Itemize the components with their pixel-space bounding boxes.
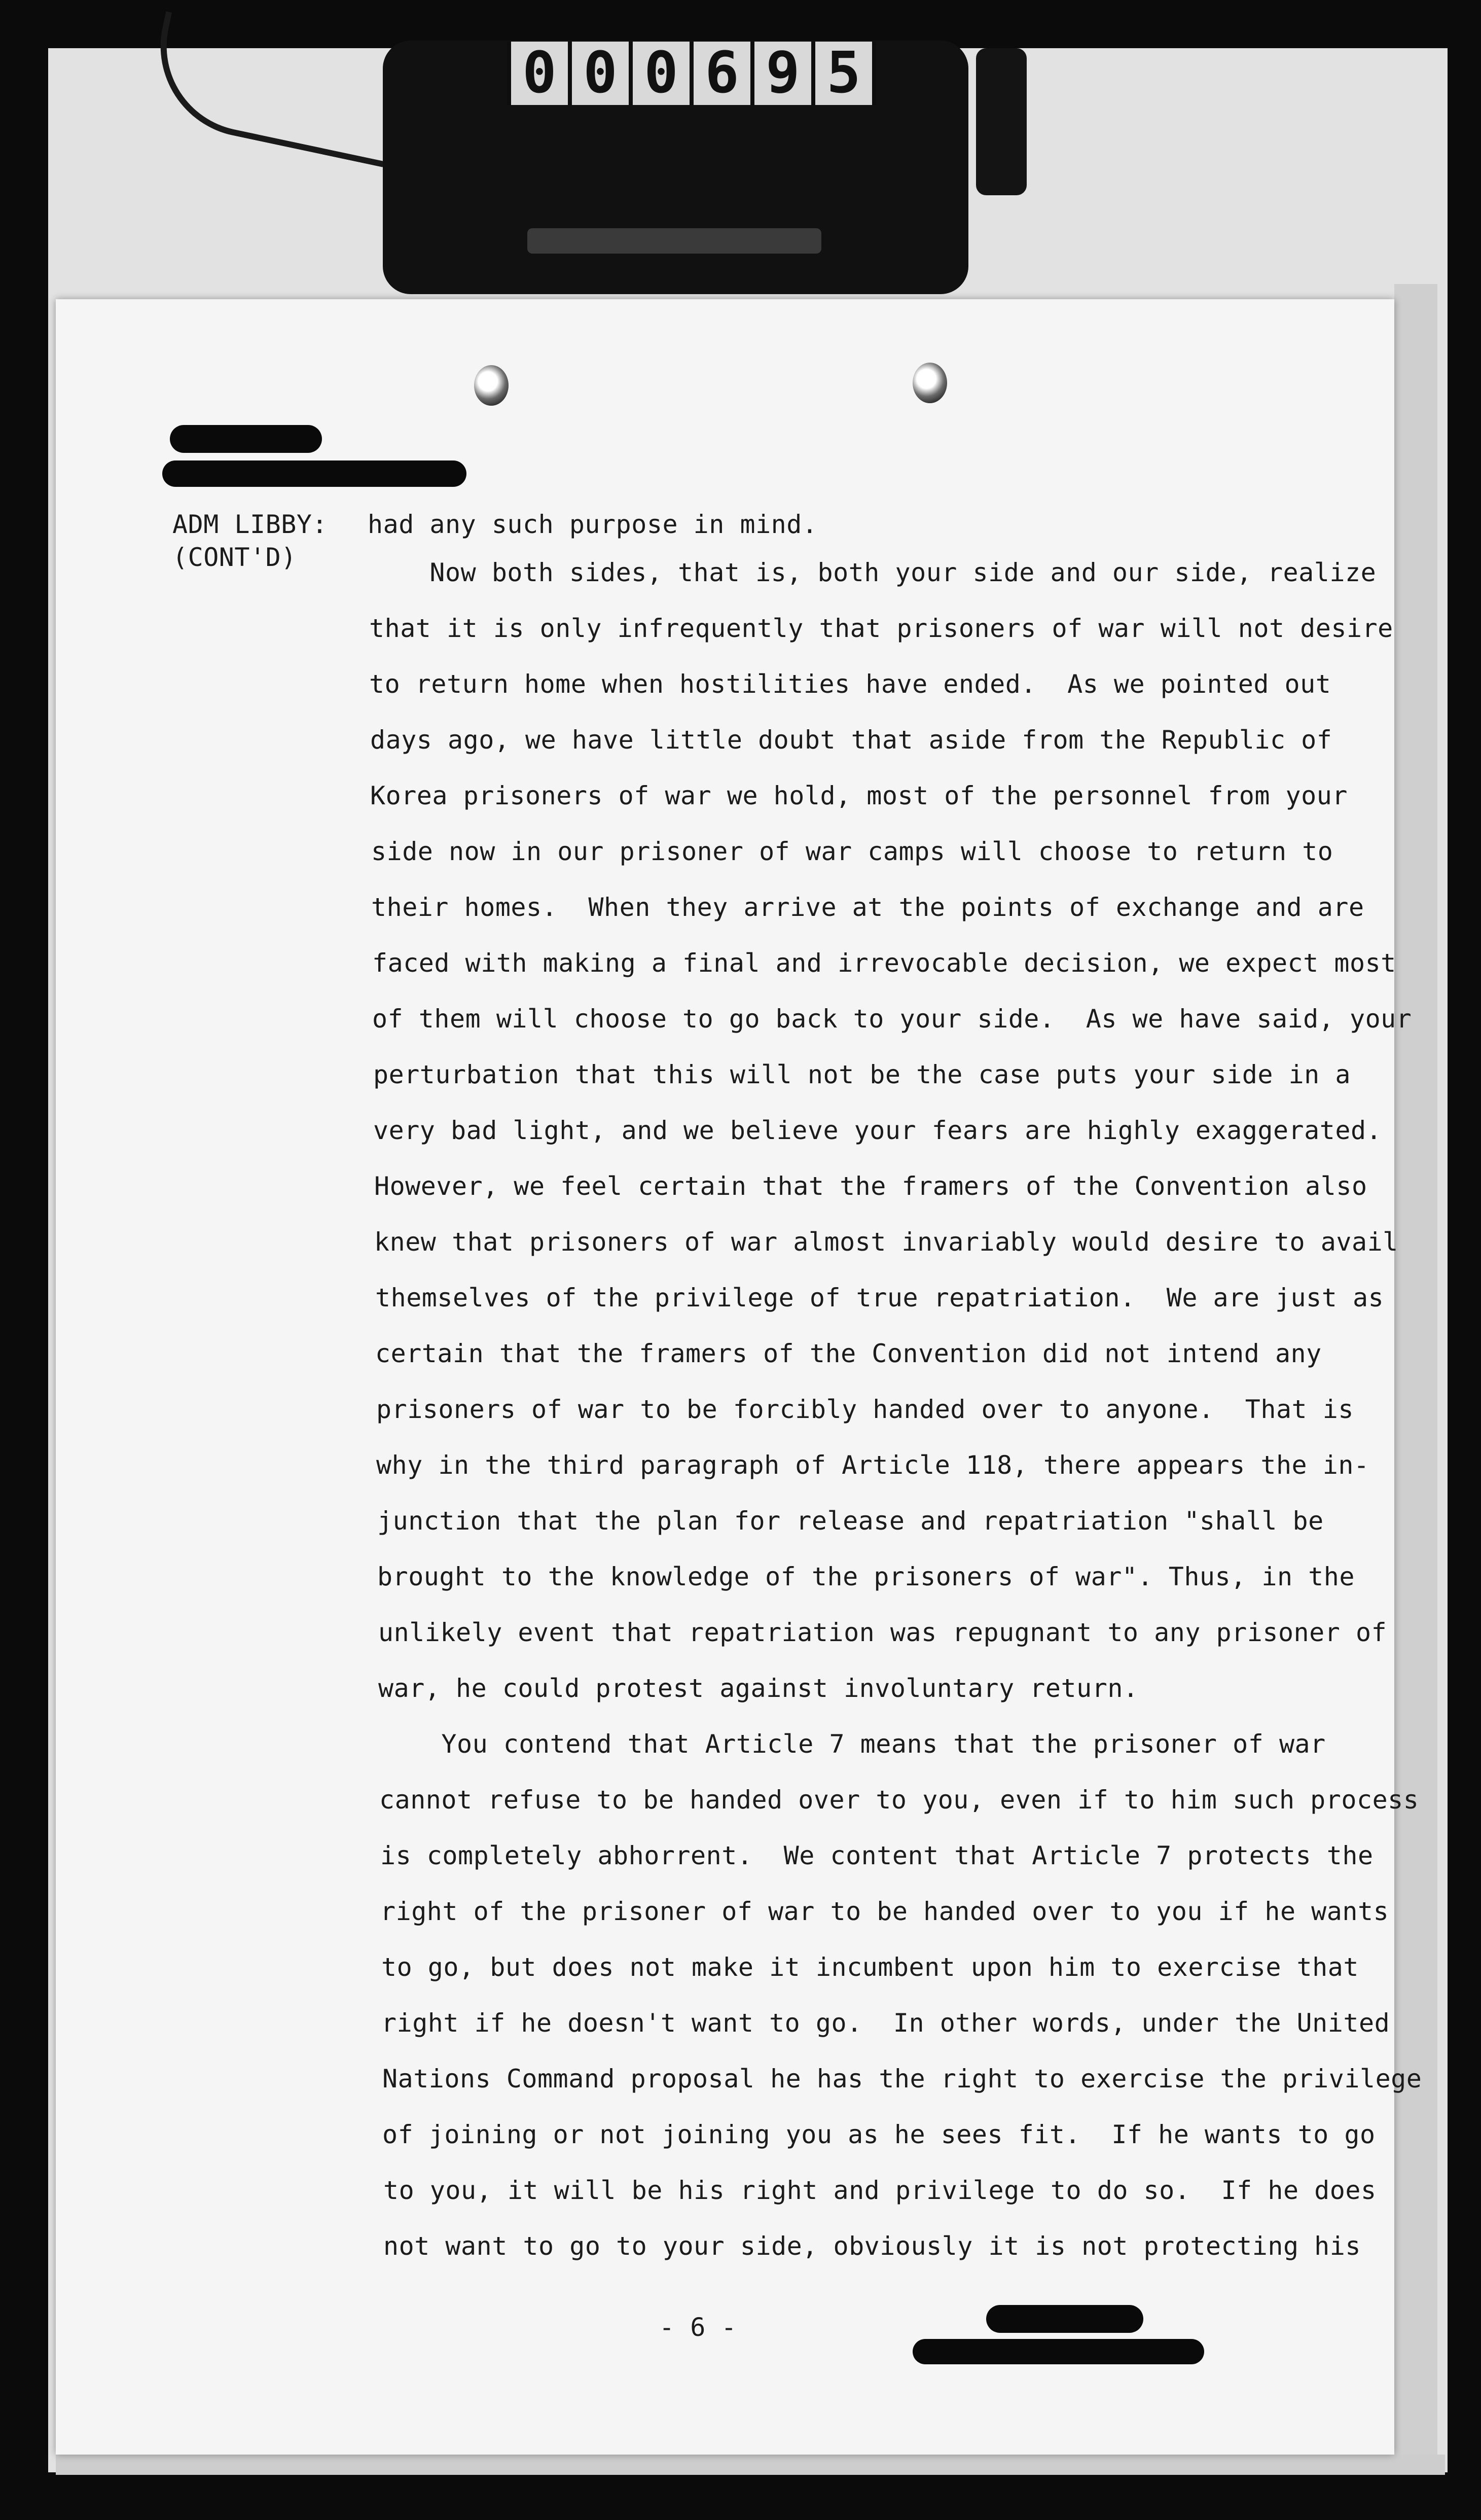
body-line: prisoners of war to be forcibly handed over to anyone. That is xyxy=(376,1395,1354,1424)
body-line: cannot refuse to be handed over to you, even if to him such process xyxy=(379,1785,1419,1815)
body-line: their homes. When they arrive at the points of exchange and are xyxy=(371,893,1364,922)
body-line: war, he could protest against involuntary return. xyxy=(378,1674,1139,1703)
redaction-mark-top-short xyxy=(170,425,322,453)
body-line: to return home when hostilities have ended. As we pointed out xyxy=(369,669,1331,699)
body-line: However, we feel certain that the framers of the Convention also xyxy=(374,1172,1367,1201)
body-line: Korea prisoners of war we hold, most of the personnel from your xyxy=(370,781,1348,810)
body-line: of joining or not joining you as he sees fit. If he wants to go xyxy=(382,2120,1376,2149)
body-line: had any such purpose in mind. xyxy=(368,510,818,539)
punch-hole-right xyxy=(913,363,947,403)
body-line: junction that the plan for release and repatriation "shall be xyxy=(377,1506,1324,1536)
body-line: very bad light, and we believe your fears are highly exaggerated. xyxy=(373,1116,1382,1145)
frame-counter-digits xyxy=(507,42,876,105)
counter-digit: 6 xyxy=(694,42,750,105)
body-line: that it is only infrequently that prisoners of war will not desire xyxy=(369,614,1393,643)
counter-digit: 0 xyxy=(633,42,690,105)
counter-digit: 0 xyxy=(572,42,629,105)
body-line: faced with making a final and irrevocable decision, we expect most xyxy=(372,948,1396,978)
body-line: brought to the knowledge of the prisoners of war". Thus, in the xyxy=(377,1562,1355,1591)
speaker-continued: (CONT'D) xyxy=(172,543,297,572)
body-line: right of the prisoner of war to be handed over to you if he wants xyxy=(380,1897,1389,1926)
counter-slot xyxy=(527,228,821,254)
body-line: days ago, we have little doubt that aside from the Republic of xyxy=(370,725,1332,755)
body-line: not want to go to your side, obviously it is not protecting his xyxy=(383,2231,1361,2261)
body-line: side now in our prisoner of war camps will choose to return to xyxy=(371,837,1333,866)
body-line: of them will choose to go back to your side. As we have said, your xyxy=(372,1004,1412,1034)
redaction-mark-top-long xyxy=(162,460,466,487)
punch-hole-left xyxy=(474,365,509,406)
body-line: knew that prisoners of war almost invariably would desire to avail xyxy=(374,1227,1398,1257)
redaction-mark-bottom-long xyxy=(913,2339,1204,2364)
redaction-mark-bottom-short xyxy=(986,2305,1143,2333)
page-edge-bottom xyxy=(56,2455,1445,2475)
body-line: unlikely event that repatriation was repugnant to any prisoner of xyxy=(378,1618,1387,1647)
counter-digit: 9 xyxy=(754,42,811,105)
body-line: themselves of the privilege of true repatriation. We are just as xyxy=(375,1283,1384,1312)
page-number: - 6 - xyxy=(659,2313,737,2342)
body-line: why in the third paragraph of Article 118, there appears the in- xyxy=(376,1450,1369,1480)
page-edge-right xyxy=(1394,284,1437,2455)
body-line: Now both sides, that is, both your side and our side, realize xyxy=(368,558,1377,587)
body-line: Nations Command proposal he has the right to exercise the privilege xyxy=(382,2064,1422,2093)
body-line: to you, it will be his right and privilege to do so. If he does xyxy=(383,2176,1377,2205)
speaker-name: ADM LIBBY: xyxy=(172,510,328,539)
body-line: is completely abhorrent. We content that Article 7 protects the xyxy=(380,1841,1374,1870)
body-line: right if he doesn't want to go. In other words, under the United xyxy=(381,2008,1390,2038)
counter-knob xyxy=(976,48,1027,195)
counter-digit: 5 xyxy=(815,42,872,105)
body-line: to go, but does not make it incumbent upon him to exercise that xyxy=(381,1953,1359,1982)
body-line: certain that the framers of the Convention did not intend any xyxy=(375,1339,1322,1368)
body-line: perturbation that this will not be the case puts your side in a xyxy=(373,1060,1351,1089)
body-line: You contend that Article 7 means that the prisoner of war xyxy=(379,1729,1326,1759)
counter-digit: 0 xyxy=(511,42,568,105)
